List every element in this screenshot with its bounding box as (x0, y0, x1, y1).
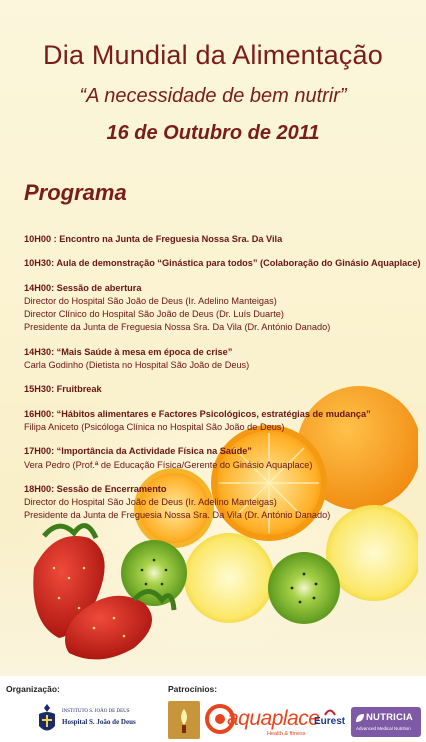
program-line: Carla Godinho (Dietista no Hospital São João de Deus) (24, 360, 250, 371)
program-line: 16H00: “Hábitos alimentares e Factores Psicológicos, estratégias de mudança” (24, 408, 371, 419)
footer (0, 676, 426, 742)
program-line: Director do Hospital São João de Deus (Ir. Adelino Manteigas) (24, 497, 277, 508)
nutricia-tagline: Advanced Medical Nutrition (356, 726, 411, 731)
patrocinios-label: Patrocínios: (168, 684, 218, 694)
program-line: Presidente da Junta de Freguesia Nossa Sra. Da Vila (Dr. António Danado) (24, 510, 331, 521)
flame-icon (168, 701, 200, 739)
program-list (24, 233, 419, 534)
sponsor-nutricia-logo (351, 707, 421, 737)
sponsor-logo-1 (168, 701, 200, 739)
nutricia-name: NUTRICIA (366, 712, 413, 723)
sponsor-eurest-logo (314, 706, 348, 734)
program-item (24, 483, 419, 523)
eurest-mark-icon (324, 706, 336, 716)
program-item (24, 346, 419, 373)
program-line: Presidente da Junta de Freguesia Nossa Sra. Da Vila (Dr. António Danado) (24, 322, 331, 333)
aquaplace-tagline: Health & fitness (267, 731, 306, 737)
program-line: Vera Pedro (Prof.ª de Educação Física/Gerente do Ginásio Aquaplace) (24, 459, 313, 470)
program-line: 10H30: Aula de demonstração “Ginástica para todos” (Colaboração do Ginásio Aquaplace) (24, 258, 421, 269)
poster-subtitle: “A necessidade de bem nutrir” (79, 85, 347, 107)
program-line: 17H00: “Importância da Actividade Física na Saúde” (24, 446, 252, 457)
program-line: Director do Hospital São João de Deus (Ir. Adelino Manteigas) (24, 295, 277, 306)
program-item (24, 445, 419, 472)
crest-icon (36, 702, 58, 736)
program-line: 14H00: Sessão de abertura (24, 282, 142, 293)
kiwi-half (268, 552, 340, 624)
program-line: 15H30: Fruitbreak (24, 384, 102, 395)
hospital-logo-line1: INSTITUTO S. JOÃO DE DEUS (62, 709, 130, 714)
program-line: Filipa Aniceto (Psicóloga Clínica no Hospital São João de Deus) (24, 421, 285, 432)
kiwi-half (121, 540, 187, 606)
program-item (24, 257, 419, 270)
program-line: 18H00: Sessão de Encerramento (24, 483, 167, 494)
hospital-logo (36, 702, 136, 736)
program-item (24, 233, 419, 246)
program-line: 10H00 : Encontro na Junta de Freguesia Nossa Sra. Da Vila (24, 234, 283, 244)
program-item (24, 383, 419, 396)
sponsor-aquaplace-logo (205, 703, 320, 739)
organizacao-label: Organização: (6, 684, 60, 694)
aquaplace-name: aquaplace (227, 707, 320, 730)
program-item (24, 282, 419, 335)
lemon-half (184, 533, 274, 623)
poster-title: Dia Mundial da Alimentação (43, 40, 383, 70)
hospital-logo-line2: Hospital S. João de Deus (62, 718, 136, 726)
program-line: Director Clínico do Hospital São João de Deus (Dr. Luís Duarte) (24, 309, 284, 320)
eurest-name: Eurest (314, 716, 346, 727)
program-item (24, 408, 419, 435)
programa-heading: Programa (24, 180, 127, 205)
nutricia-leaf-icon (355, 713, 365, 723)
event-date: 16 de Outubro de 2011 (106, 122, 320, 144)
program-line: 14H30: “Mais Saúde à mesa em época de crise” (24, 346, 233, 357)
